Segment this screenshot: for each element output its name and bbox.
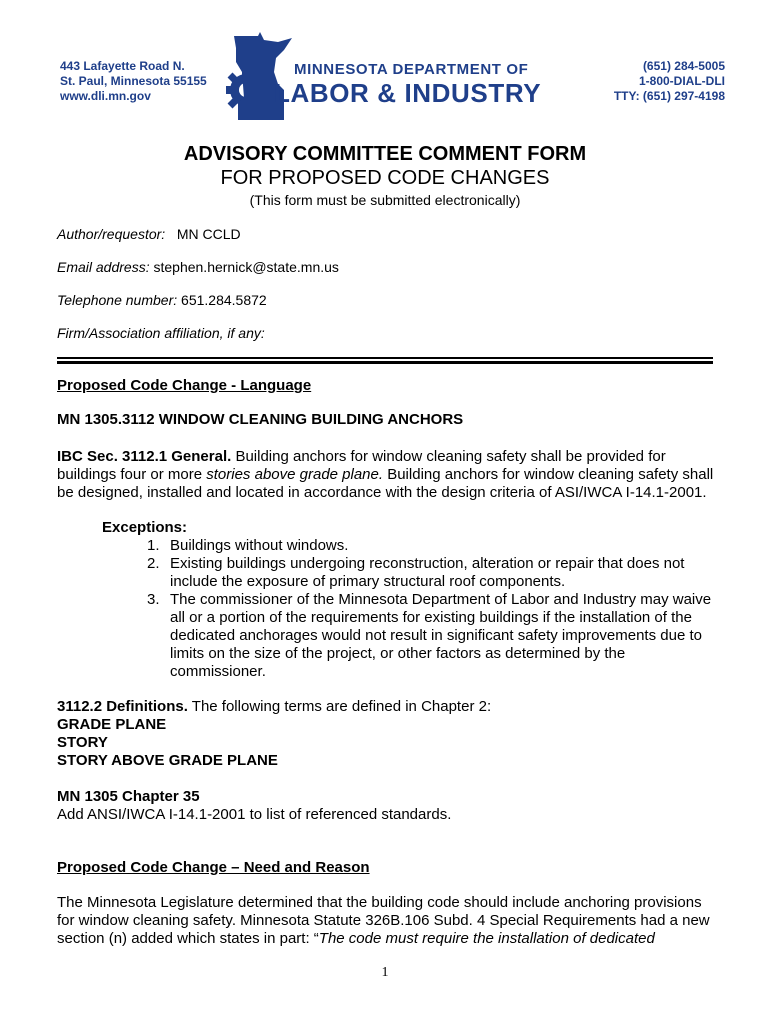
- author-label: Author/requestor:: [57, 226, 166, 242]
- rule-title: MN 1305.3112 WINDOW CLEANING BUILDING ANCHORS: [57, 411, 464, 428]
- form-subtitle: FOR PROPOSED CODE CHANGES: [220, 167, 550, 189]
- website-link[interactable]: www.dli.mn.gov: [60, 89, 151, 103]
- ibc-text-2: Building anchors for window cleaning safety shall be designed, installed and located in accordance with the design criteria of ASI/IWCA I-14.1-2001.: [57, 466, 714, 501]
- exceptions-label: Exceptions:: [102, 519, 188, 536]
- chapter-text: Add ANSI/IWCA I-14.1-2001 to list of referenced standards.: [57, 806, 452, 823]
- ibc-general-paragraph: [57, 448, 717, 502]
- phone-block: [614, 59, 725, 104]
- logo-line2: LABOR & INDUSTRY: [274, 78, 542, 108]
- exception-text: Buildings without windows.: [170, 537, 349, 554]
- email-field: [57, 259, 339, 275]
- term-story: STORY: [57, 734, 108, 751]
- telephone-field: [57, 292, 267, 308]
- need-reason-paragraph: [57, 894, 717, 948]
- chapter-title: MN 1305 Chapter 35: [57, 788, 200, 805]
- phone-tty: TTY: (651) 297-4198: [613, 89, 725, 103]
- page-number: 1: [381, 965, 389, 980]
- section-need-reason-heading: Proposed Code Change – Need and Reason: [57, 859, 370, 876]
- definitions-text: The following terms are defined in Chapter 2:: [187, 698, 492, 715]
- firm-field: [57, 325, 265, 341]
- need-reason-quote: The code must require the installation of dedicated: [318, 930, 655, 947]
- divider-top: [57, 357, 713, 359]
- exception-item: [147, 555, 717, 591]
- divider-bottom: [57, 361, 713, 364]
- form-note: (This form must be submitted electronically): [249, 192, 521, 208]
- exception-number: 1.: [147, 537, 160, 554]
- email-value[interactable]: stephen.hernick@state.mn.us: [153, 259, 339, 275]
- address-street: 443 Lafayette Road N.: [60, 59, 185, 73]
- firm-label: Firm/Association affiliation, if any:: [57, 325, 265, 341]
- exception-item: [147, 591, 717, 681]
- exception-text: Existing buildings undergoing reconstruction, alteration or repair that does not include the exposure of primary structural roof components.: [170, 555, 685, 590]
- form-title: ADVISORY COMMITTEE COMMENT FORM: [183, 143, 587, 165]
- ibc-text-1: Building anchors for window cleaning safety shall be provided for buildings four or more: [57, 448, 666, 483]
- definitions-label: 3112.2 Definitions.: [57, 698, 188, 715]
- section-language-heading: Proposed Code Change - Language: [57, 377, 312, 394]
- ibc-italic-term: stories above grade plane.: [206, 466, 384, 483]
- telephone-value[interactable]: 651.284.5872: [181, 292, 267, 308]
- exception-number: 3.: [147, 591, 160, 608]
- email-label: Email address:: [57, 259, 150, 275]
- term-grade-plane: GRADE PLANE: [57, 716, 167, 733]
- phone-tollfree: 1-800-DIAL-DLI: [638, 74, 725, 88]
- dli-logo: [224, 32, 584, 122]
- address-city: St. Paul, Minnesota 55155: [60, 74, 207, 88]
- term-story-above-grade-plane: STORY ABOVE GRADE PLANE: [57, 752, 278, 769]
- phone-main: (651) 284-5005: [642, 59, 725, 73]
- definitions-paragraph: [57, 698, 717, 716]
- need-reason-text: The Minnesota Legislature determined that the building code should include anchoring provisions for window cleaning safety. Minnesota Statute 326B.106 Subd. 4 Special Requirements had a new section (n) added which states in part: “: [57, 894, 710, 947]
- exception-text: The commissioner of the Minnesota Department of Labor and Industry may waive all or a portion of the requirements for existing buildings if the installation of the dedicated anchorages would not result in significant safety improvements due to limits on the size of the project, or other factors as determined by the commissioner.: [170, 591, 712, 680]
- author-value[interactable]: MN CCLD: [176, 226, 241, 242]
- ibc-section-label: IBC Sec. 3112.1 General.: [57, 448, 232, 465]
- exception-item: [147, 537, 717, 555]
- address-block: [60, 59, 207, 104]
- logo-line1: MINNESOTA DEPARTMENT OF: [294, 61, 529, 78]
- author-field: [57, 226, 241, 242]
- telephone-label: Telephone number:: [57, 292, 178, 308]
- exception-number: 2.: [147, 555, 160, 572]
